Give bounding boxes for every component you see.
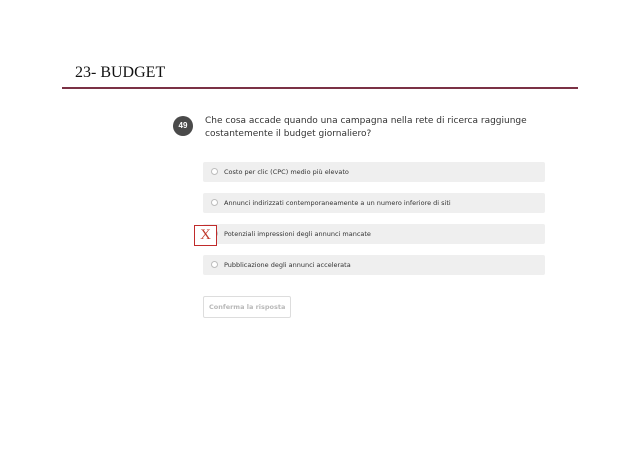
radio-button-icon[interactable] — [211, 168, 218, 175]
answer-option-3[interactable] — [203, 224, 545, 244]
question-text — [205, 115, 525, 141]
answer-option-label: Pubblicazione degli annunci accelerata — [224, 261, 351, 269]
answer-option-1[interactable] — [203, 162, 545, 182]
title-divider — [62, 87, 578, 89]
answer-option-2[interactable] — [203, 193, 545, 213]
answer-option-label: Costo per clic (CPC) medio più elevato — [224, 168, 349, 176]
answer-option-4[interactable] — [203, 255, 545, 275]
answer-option-label: Potenziali impressioni degli annunci mancate — [224, 230, 371, 238]
question-text-line-2: costantemente il budget giornaliero? — [205, 129, 372, 139]
slide-title: 23- BUDGET — [75, 64, 166, 81]
radio-button-icon[interactable] — [211, 199, 218, 206]
answer-mark-annotation: X — [194, 225, 217, 246]
radio-button-icon[interactable] — [211, 261, 218, 268]
question-text-line-1: Che cosa accade quando una campagna nella rete di ricerca raggiunge — [205, 116, 527, 126]
confirm-answer-button[interactable]: Conferma la risposta — [203, 296, 291, 318]
question-number-badge: 49 — [173, 116, 193, 136]
answer-option-label: Annunci indirizzati contemporaneamente a un numero inferiore di siti — [224, 199, 451, 207]
